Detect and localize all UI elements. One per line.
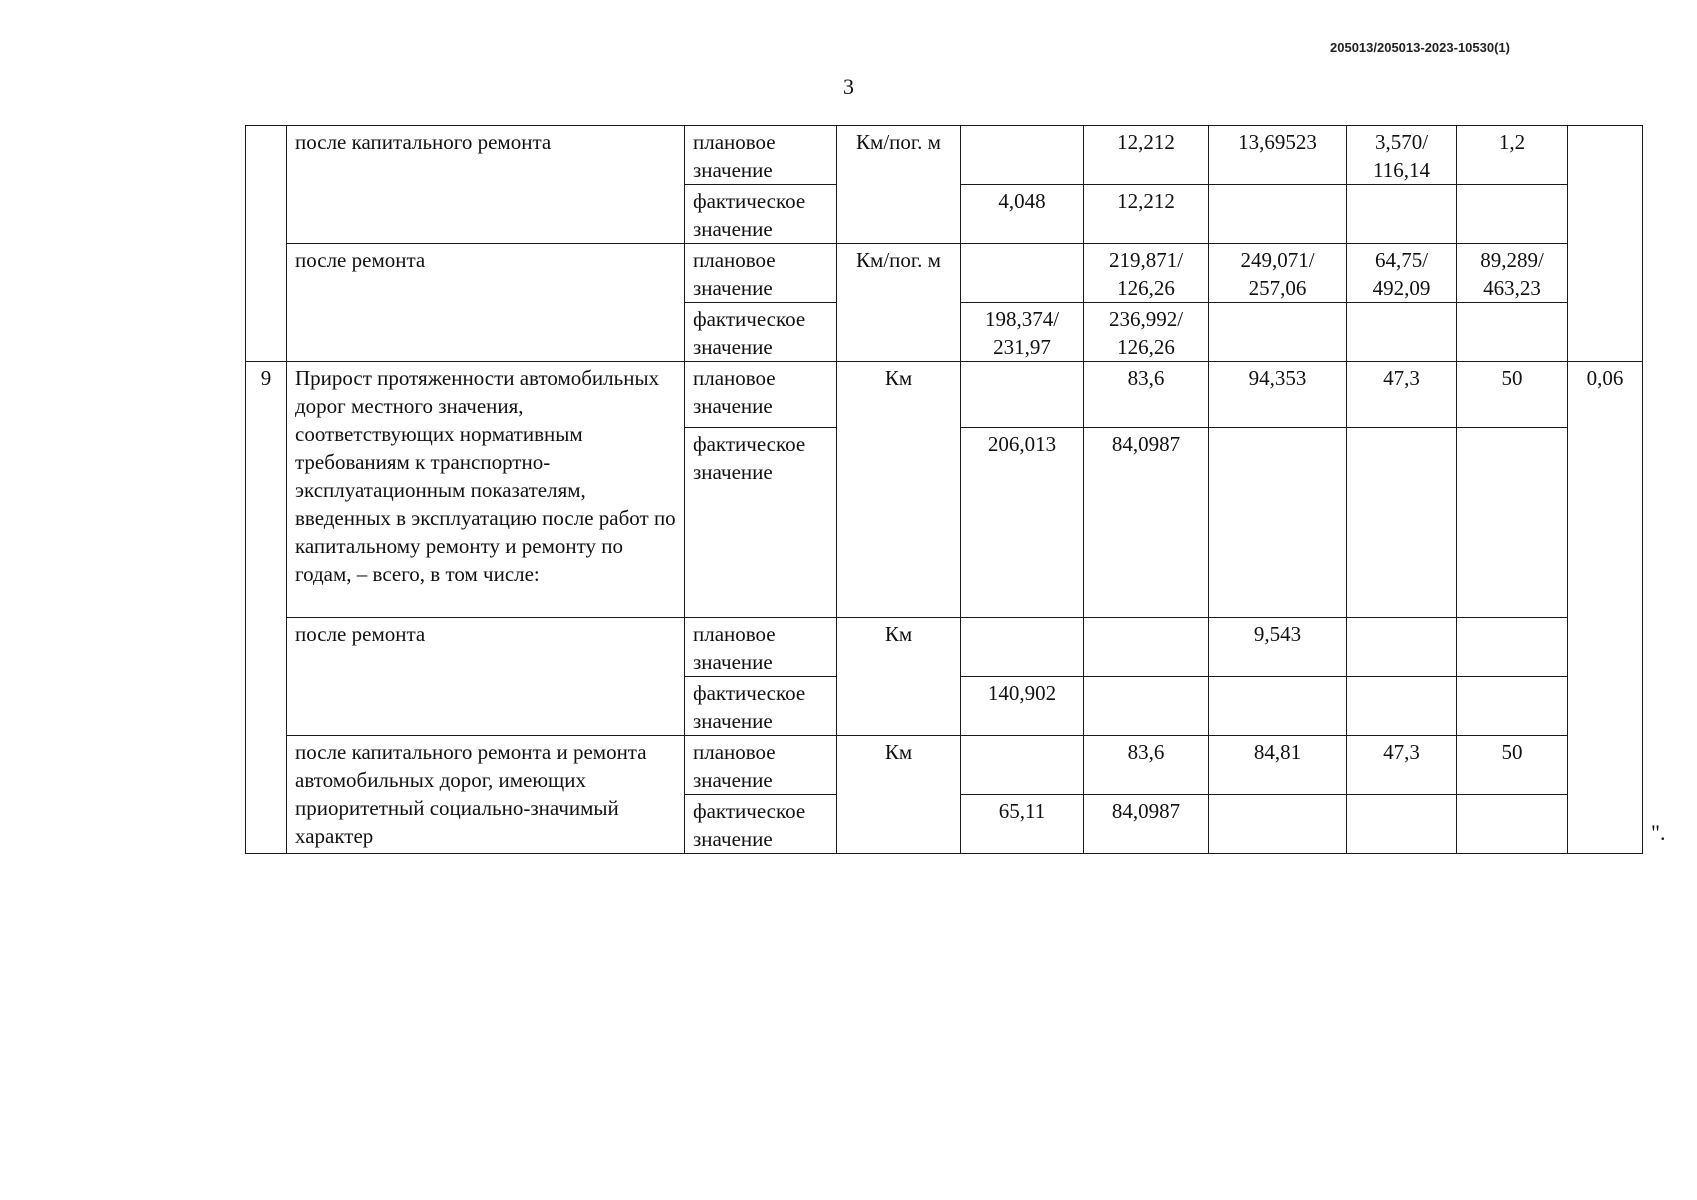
fact-label-cell: фактическое значение: [685, 677, 837, 736]
unit-cell: Км: [837, 736, 961, 854]
value-cell: [1347, 428, 1457, 618]
value-cell: 140,902: [961, 677, 1084, 736]
table-row: [246, 244, 1643, 303]
value-cell: [1084, 618, 1209, 677]
value-cell: [961, 618, 1084, 677]
value-cell: 65,11: [961, 795, 1084, 854]
value-cell: [1347, 795, 1457, 854]
indicator-cell: после ремонта: [287, 244, 685, 362]
value-cell: [1457, 677, 1568, 736]
value-cell: [1568, 126, 1643, 362]
value-cell: 50: [1457, 362, 1568, 428]
value-cell: 236,992/ 126,26: [1084, 303, 1209, 362]
indicators-table: [245, 125, 1643, 854]
value-cell: [1457, 185, 1568, 244]
row-number-cell: 9: [246, 362, 287, 854]
value-cell: [1209, 677, 1347, 736]
value-cell: [1457, 618, 1568, 677]
value-cell: [1084, 677, 1209, 736]
value-cell: 219,871/ 126,26: [1084, 244, 1209, 303]
value-cell: 47,3: [1347, 362, 1457, 428]
value-cell: [1457, 428, 1568, 618]
value-cell: 84,0987: [1084, 795, 1209, 854]
value-cell: 83,6: [1084, 362, 1209, 428]
unit-cell: Км: [837, 362, 961, 618]
value-cell: [1347, 677, 1457, 736]
value-cell: [1347, 303, 1457, 362]
value-cell: 94,353: [1209, 362, 1347, 428]
value-cell: 83,6: [1084, 736, 1209, 795]
value-cell: [961, 244, 1084, 303]
value-cell: [1209, 795, 1347, 854]
plan-label-cell: плановое значение: [685, 362, 837, 428]
value-cell: [961, 126, 1084, 185]
plan-label-cell: плановое значение: [685, 126, 837, 185]
value-cell: 4,048: [961, 185, 1084, 244]
value-cell: 206,013: [961, 428, 1084, 618]
value-cell: 84,0987: [1084, 428, 1209, 618]
value-cell: 84,81: [1209, 736, 1347, 795]
value-cell: 9,543: [1209, 618, 1347, 677]
value-cell: 12,212: [1084, 185, 1209, 244]
plan-label-cell: плановое значение: [685, 618, 837, 677]
fact-label-cell: фактическое значение: [685, 428, 837, 618]
value-cell: [1347, 618, 1457, 677]
table-row: [246, 736, 1643, 795]
page-number: 3: [843, 74, 854, 99]
unit-cell: Км/пог. м: [837, 244, 961, 362]
value-cell: 0,06: [1568, 362, 1643, 854]
table-row: [246, 618, 1643, 677]
value-cell: 249,071/ 257,06: [1209, 244, 1347, 303]
indicator-cell: после капитального ремонта: [287, 126, 685, 244]
indicator-cell: Прирост протяженности автомобильных дорог местного значения, соответствующих нормативным требованиям к транспортно-эксплуатационным показателям, введенных в эксплуатацию после работ по капитальному ремонту и ремонту по годам, – всего, в том числе:: [287, 362, 685, 618]
unit-cell: Км: [837, 618, 961, 736]
value-cell: [961, 362, 1084, 428]
table-row: [246, 126, 1643, 185]
closing-quote: ".: [1651, 820, 1666, 845]
value-cell: 50: [1457, 736, 1568, 795]
value-cell: [1209, 428, 1347, 618]
value-cell: [1457, 795, 1568, 854]
unit-cell: Км/пог. м: [837, 126, 961, 244]
fact-label-cell: фактическое значение: [685, 303, 837, 362]
value-cell: 12,212: [1084, 126, 1209, 185]
table-row: [246, 362, 1643, 428]
fact-label-cell: фактическое значение: [685, 795, 837, 854]
plan-label-cell: плановое значение: [685, 736, 837, 795]
value-cell: [961, 736, 1084, 795]
value-cell: 198,374/ 231,97: [961, 303, 1084, 362]
indicator-cell: после капитального ремонта и ремонта автомобильных дорог, имеющих приоритетный социально-значимый характер: [287, 736, 685, 854]
row-number-cell: [246, 126, 287, 362]
value-cell: 1,2: [1457, 126, 1568, 185]
value-cell: 47,3: [1347, 736, 1457, 795]
document-id: 205013/205013-2023-10530(1): [1330, 40, 1510, 55]
value-cell: 13,69523: [1209, 126, 1347, 185]
plan-label-cell: плановое значение: [685, 244, 837, 303]
value-cell: [1457, 303, 1568, 362]
fact-label-cell: фактическое значение: [685, 185, 837, 244]
indicator-cell: после ремонта: [287, 618, 685, 736]
value-cell: [1347, 185, 1457, 244]
value-cell: 64,75/ 492,09: [1347, 244, 1457, 303]
value-cell: 89,289/ 463,23: [1457, 244, 1568, 303]
value-cell: [1209, 185, 1347, 244]
value-cell: 3,570/ 116,14: [1347, 126, 1457, 185]
value-cell: [1209, 303, 1347, 362]
